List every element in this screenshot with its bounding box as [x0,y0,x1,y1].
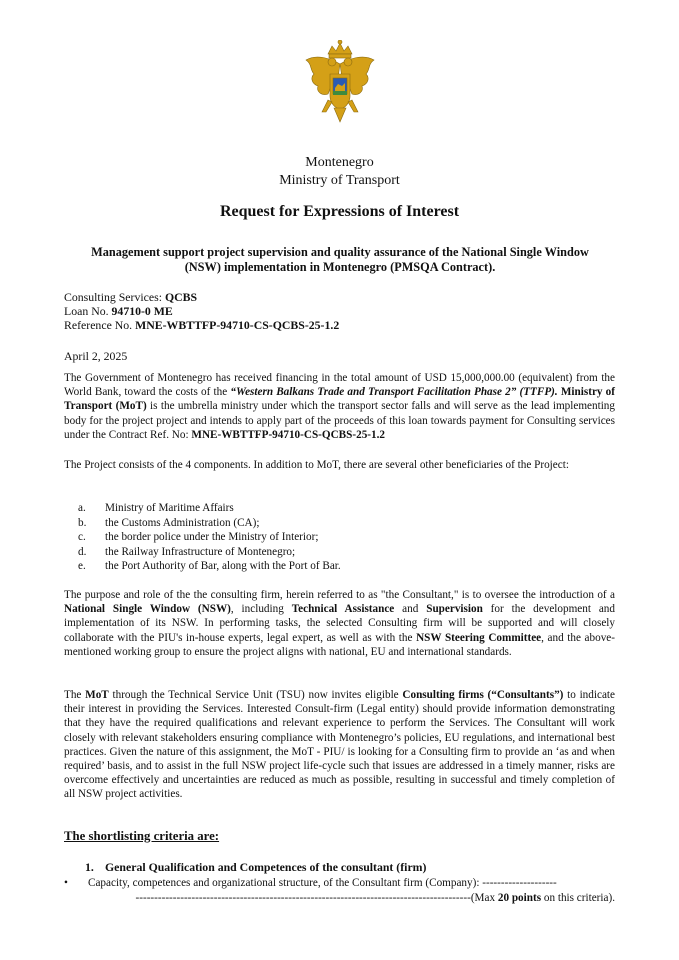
list-item: b. the Customs Administration (CA); [78,516,260,529]
reference-number-line: Reference No. MNE-WBTTFP-94710-CS-QCBS-25-1.2 [64,318,340,332]
document-title: Request for Expressions of Interest [219,203,460,220]
montenegro-coat-of-arms-icon [304,40,376,126]
document-date: April 2, 2025 [64,349,128,363]
paragraph-financing: The Government of Montenegro has received financing in the total amount of USD 15,000,000.00 (equivalent) from the World Bank, toward the costs of the “Western Balkans Trade and Transport Facilitation Phase 2” (TTFP). Ministry of Transport (MoT) is the umbrella ministry under which the transport sector falls and will serve as the lead implementing body for the project project and intends to apply part of the proceeds of this loan towards payment for Consulting services under the Contract Ref. No: MNE-WBTTFP-94710-CS-QCBS-25-1.2 [64,372,615,441]
bullet-icon: • [64,877,68,889]
consulting-services-line: Consulting Services: QCBS [64,290,198,304]
paragraph-invitation: The MoT through the Technical Service Unit (TSU) now invites eligible Consulting firms (“Consultants”) to indicate their interest in providing the Services. Interested Consult-firm (Legal entity) should provide information demonstrating that they have the required qualifications and relevant experience to perform the Services. The Consultant will work closely with relevant stakeholders ensuring compliance with Montenegro’s policies, EU regulations, and international best practices. Given the nature of this assignment, the MoT - PIU/ is looking for a Consulting firm to provide an ‘as and when required’ basis, and to assist in the full NSW project life-cycle such that issues are addressed in a timely manner, risks are overcome effectively and uncertainties are reduced as much as possible, resulting in successful and timely completion of all NSW project activities. [64,689,615,801]
criteria-section-1: 1. General Qualification and Competences of the consultant (firm) [85,860,427,874]
paragraph-purpose: The purpose and role of the the consulting firm, herein referred to as "the Consultant," is to oversee the introduction of a National Single Window (NSW), including Technical Assistance and Supervision for the development and implementation of its NSW. In performing tasks, the selected Consulting firm will be supported and will closely collaborate with the PIU's in-house experts, legal expert, as well as with the NSW Steering Committee, and the above-mentioned working group to ensure the project aligns with national, EU and international standards. [64,589,615,658]
list-item: d. the Railway Infrastructure of Montenegro; [78,545,296,558]
beneficiaries-list [78,501,341,574]
list-item: a. Ministry of Maritime Affairs [78,502,234,514]
list-item: c. the border police under the Ministry of Interior; [78,531,319,543]
loan-number-line: Loan No. 94710-0 ME [64,304,173,318]
country-name: Montenegro [305,155,374,170]
paragraph-components: The Project consists of the 4 components. In addition to MoT, there are several other beneficiaries of the Project: [64,459,569,471]
list-item: e. the Port Authority of Bar, along with the Port of Bar. [78,560,341,572]
ministry-name: Ministry of Transport [279,173,400,188]
document-subtitle: Management support project supervision and quality assurance of the National Single Window (NSW) implementation in Montenegro (PMSQA Contract). [91,245,589,274]
shortlisting-criteria-heading: The shortlisting criteria are: [64,829,220,843]
